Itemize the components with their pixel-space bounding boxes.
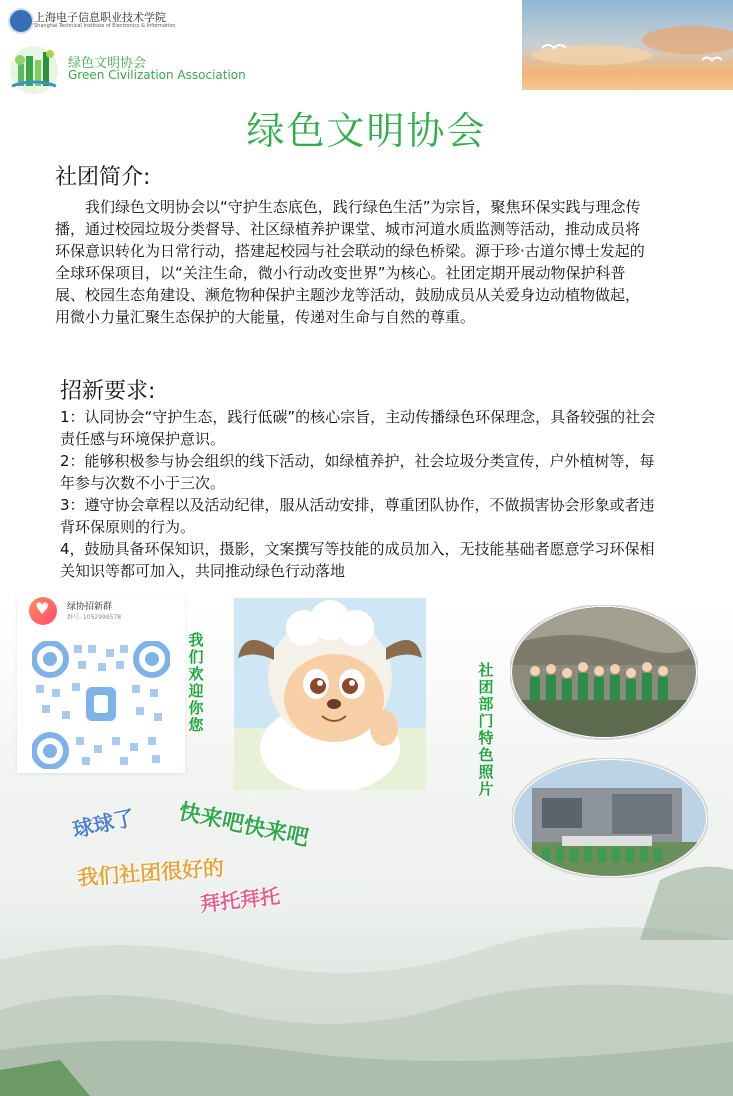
art-text-line3: 我们社团很好的 <box>76 855 225 891</box>
requirement-item: 4，鼓励具备环保知识，摄影，文案撰写等技能的成员加入，无技能基础者愿意学习环保相关知识等都可加入，共同推动绿色行动落地 <box>60 540 655 580</box>
requirements-heading: 招新要求: <box>60 379 156 404</box>
requirement-item: 2：能够积极参与协会组织的线下活动，如绿植养护，社会垃圾分类宣传，户外植树等，每年参与次数不小于三次。 <box>60 452 655 492</box>
association-name-en: Green Civilization Association <box>68 68 246 82</box>
school-name-en: Shanghai Technical Institute of Electronics & Information <box>34 23 176 29</box>
cartoon-sheep-image <box>234 598 426 790</box>
qr-code-card <box>17 593 185 773</box>
school-logo-icon <box>8 8 34 34</box>
intro-text <box>55 196 645 328</box>
art-text-line4: 拜托拜托 <box>199 883 282 917</box>
group-heart-icon: ♥ <box>29 597 57 625</box>
requirements-list <box>60 406 660 582</box>
vertical-welcome-text: 我们欢迎你您 <box>188 631 204 734</box>
art-text-line2: 快来吧快来吧 <box>176 799 311 852</box>
sky-banner-image <box>522 0 733 90</box>
intro-paragraph: 我们绿色文明协会以“守护生态底色，践行绿色生活”为宗旨，聚焦环保实践与理念传播，通过校园垃圾分类督导、社区绿植养护课堂、城市河道水质监测等活动，推动成员将环保意识转化为日常行动，搭建起校园与社会联动的绿色桥梁。源于珍·古道尔博士发起的全球环保项目，以“关注生命，微小行动改变世界”为核心。社团定期开展动物保护科普展、校园生态角建设、濒危物种保护主题沙龙等活动，鼓励成员从关爱身边动植物做起，用微小力量汇聚生态保护的大能量，传递对生命与自然的尊重。 <box>55 198 645 326</box>
requirement-item: 1：认同协会“守护生态，践行低碳”的核心宗旨，主动传播绿色环保理念，具备较强的社会责任感与环境保护意识。 <box>60 408 656 448</box>
qr-code-icon[interactable] <box>32 641 170 769</box>
school-name-cn: 上海电子信息职业技术学院 <box>34 11 166 24</box>
group-photo-outdoor-image <box>510 605 698 740</box>
qr-group-name: 绿协招新群 <box>67 602 113 612</box>
association-name-cn: 绿色文明协会 <box>68 56 147 71</box>
green-city-logo-icon <box>6 40 62 96</box>
art-text-line1: 球球了 <box>70 805 138 843</box>
group-photo-building-image <box>512 758 708 878</box>
poster-title: 绿色文明协会 <box>246 109 487 153</box>
intro-heading: 社团简介: <box>55 165 151 190</box>
qr-group-id: 群号: 1052999578 <box>67 614 122 621</box>
requirement-item: 3：遵守协会章程以及活动纪律，服从活动安排，尊重团队协作，不做损害协会形象或者违背环保原则的行为。 <box>60 496 655 536</box>
vertical-photo-caption: 社团部门特色照片 <box>478 661 494 798</box>
